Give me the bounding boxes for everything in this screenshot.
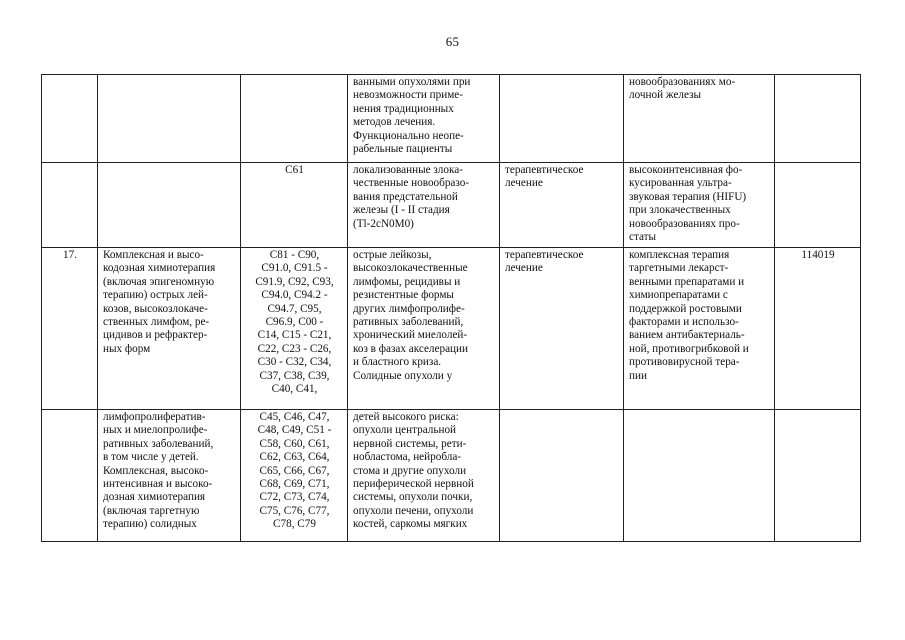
cost-cell	[775, 410, 861, 542]
patient-model: детей высокого риска: опухоли центральной нервной системы, рети- нобластома, нейробла- стома и другие опухоли периферической нервной системы, опухоли почки, опухоли печени, опухоли костей, саркомы мягких	[353, 411, 474, 531]
treatment-type-cell	[500, 410, 624, 542]
cost-cell	[775, 75, 861, 163]
care-type-name: Комплексная и высо- кодозная химиотерапия (включая эпигеномную терапию) острых лей- козов, высокозлокаче- ственных лимфом, ре- цидивов и рефрактер- ных форм	[103, 249, 216, 355]
icd-codes-cell	[241, 163, 348, 248]
treatment-type-cell	[500, 248, 624, 410]
patient-model: ванными опухолями при невозможности приме- нения традиционных методов лечения. Функционально неопе- рабельные пациенты	[353, 76, 471, 156]
treatment-method: высокоинтенсивная фо- кусированная ультра- звуковая терапия (HIFU) при злокачественных новообразованиях про- статы	[629, 164, 747, 244]
table-row	[42, 248, 861, 410]
patient-model: острые лейкозы, высокозлокачественные лимфомы, рецидивы и резистентные формы других лимфопролифе- ративных заболеваний, хронический миелолей- коз в фазах акселерации и бластного криза. Солидные опухоли у	[353, 249, 469, 382]
row-number-cell	[42, 75, 98, 163]
patient-model-cell	[348, 410, 500, 542]
treatment-type-cell	[500, 163, 624, 248]
icd-codes: С45, С46, С47, С48, С49, С51 - С58, С60, С61, С62, С63, С64, С65, С66, С67, С68, С69, С71, С72, С73, С74, С75, С76, С77, С78, С79	[257, 411, 332, 531]
care-type-cell	[98, 163, 241, 248]
page-number: 65	[445, 34, 460, 49]
treatment-method-cell	[624, 248, 775, 410]
cost-value: 114019	[801, 249, 835, 261]
medical-care-table	[41, 74, 861, 542]
cost-cell	[775, 163, 861, 248]
icd-codes-cell	[241, 248, 348, 410]
icd-codes-cell	[241, 410, 348, 542]
patient-model-cell	[348, 248, 500, 410]
treatment-method: комплексная терапия таргетными лекарст- венными препаратами и химиопрепаратами с поддержкой ростовыми факторами и использо- ванием антибактериаль- ной, противогрибковой и противовирусной тера- пии	[629, 249, 749, 382]
treatment-type-cell	[500, 75, 624, 163]
care-type-cell	[98, 248, 241, 410]
treatment-method: новообразованиях мо- лочной железы	[629, 76, 736, 102]
care-type-name: лимфопролифератив- ных и миелопролифе- ративных заболеваний, в том числе у детей. Комплексная, высоко- интенсивная и высоко- дозная химиотерапия (включая таргетную терапию) солидных	[103, 411, 214, 531]
care-type-cell	[98, 75, 241, 163]
treatment-method-cell	[624, 75, 775, 163]
treatment-method-cell	[624, 410, 775, 542]
treatment-type: терапевтическое лечение	[505, 249, 584, 275]
row-number-cell	[42, 410, 98, 542]
patient-model-cell	[348, 163, 500, 248]
patient-model-cell	[348, 75, 500, 163]
row-number-cell	[42, 248, 98, 410]
treatment-type: терапевтическое лечение	[505, 164, 584, 190]
care-type-cell	[98, 410, 241, 542]
patient-model: локализованные злока- чественные новообразо- вания предстательной железы (I - II стадия (Tl-2cN0M0)	[353, 164, 470, 230]
icd-codes: С61	[285, 164, 304, 176]
treatment-method-cell	[624, 163, 775, 248]
table-row	[42, 75, 861, 163]
row-number: 17.	[63, 249, 77, 261]
table-row	[42, 163, 861, 248]
cost-cell	[775, 248, 861, 410]
icd-codes: С81 - С90, С91.0, С91.5 - С91.9, С92, С93, С94.0, С94.2 - С94.7, С95, С96.9, С00 - С14, С15 - С21, С22, С23 - С26, С30 - С32, С34, С37, С38, С39, С40, С41,	[255, 249, 334, 396]
table-row	[42, 410, 861, 542]
row-number-cell	[42, 163, 98, 248]
icd-codes-cell	[241, 75, 348, 163]
